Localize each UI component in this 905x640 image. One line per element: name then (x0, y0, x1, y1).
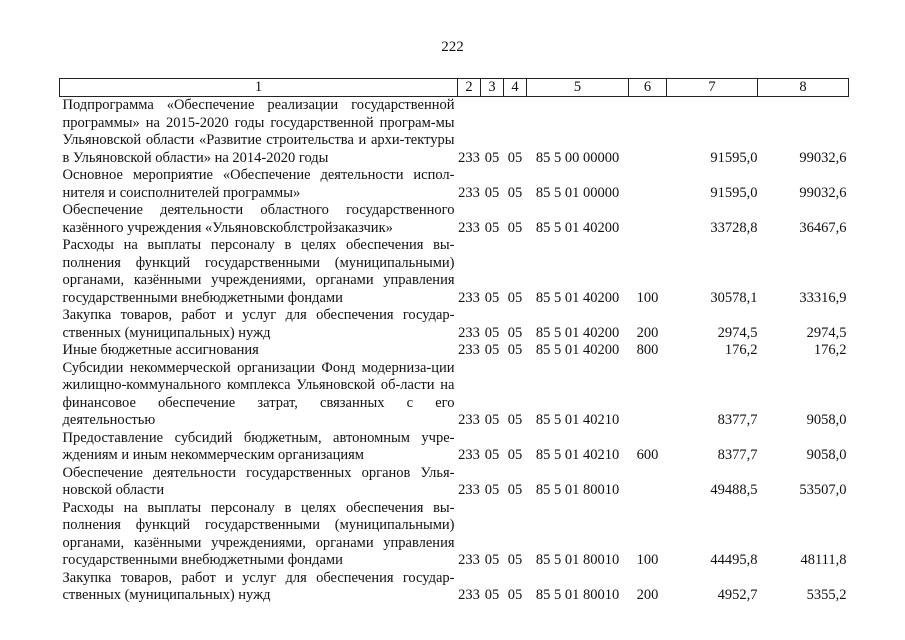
row-target-article-code: 85 5 01 80010 (535, 552, 620, 568)
row-description: Расходы на выплаты персоналу в целях обеспечения вы-полнения функций государственными (муниципальными) органами, казёнными учреждениями, органами управления государственными внебюджетными фондами (62, 237, 455, 306)
row-ministry-code: 233 (458, 219, 480, 236)
row-amount-col7: 49488,5 (710, 482, 758, 498)
table-row (60, 430, 849, 465)
row-target-article-code: 85 5 01 40200 (535, 219, 620, 236)
row-amount-col8: 33316,9 (799, 289, 847, 306)
row-section-code: 05 (484, 552, 500, 568)
row-target-article-code: 85 5 00 00000 (535, 149, 620, 166)
row-section-code: 05 (484, 482, 500, 498)
row-section-code: 05 (484, 324, 500, 341)
budget-table (59, 78, 849, 605)
row-ministry-code: 233 (458, 342, 480, 358)
row-ministry-code: 233 (458, 552, 480, 568)
row-amount-col8: 9058,0 (806, 447, 847, 463)
row-subsection-code: 05 (507, 552, 523, 568)
row-target-article-code: 85 5 01 40210 (535, 447, 620, 463)
row-target-article-code: 85 5 01 40200 (535, 342, 620, 358)
row-amount-col7: 33728,8 (710, 219, 758, 236)
column-header: 3 (481, 79, 504, 97)
table-row (60, 202, 849, 237)
row-amount-col7: 4952,7 (717, 587, 758, 603)
row-amount-col7: 8377,7 (717, 447, 758, 463)
row-ministry-code: 233 (458, 184, 480, 201)
row-target-article-code: 85 5 01 40200 (535, 324, 620, 341)
row-expense-type-code: 200 (636, 324, 659, 341)
table-row (60, 570, 849, 605)
table-body (60, 97, 849, 605)
row-section-code: 05 (484, 342, 500, 358)
row-ministry-code: 233 (458, 289, 480, 306)
row-subsection-code: 05 (507, 412, 523, 428)
table-row (60, 500, 849, 570)
row-subsection-code: 05 (507, 184, 523, 201)
row-expense-type-code: 600 (636, 447, 659, 463)
row-amount-col7: 30578,1 (710, 289, 758, 306)
row-description: Иные бюджетные ассигнования (62, 342, 259, 358)
row-section-code: 05 (484, 149, 500, 166)
row-amount-col7: 8377,7 (717, 412, 758, 428)
row-expense-type-code: 200 (636, 587, 659, 603)
row-subsection-code: 05 (507, 324, 523, 341)
row-description: Закупка товаров, работ и услуг для обеспечения государ-ственных (муниципальных) нужд (62, 307, 455, 341)
column-header: 6 (629, 79, 667, 97)
row-ministry-code: 233 (458, 587, 480, 603)
column-header: 5 (527, 79, 629, 97)
row-target-article-code: 85 5 01 80010 (535, 587, 620, 603)
row-subsection-code: 05 (507, 342, 523, 358)
row-section-code: 05 (484, 184, 500, 201)
row-section-code: 05 (484, 447, 500, 463)
column-header: 4 (504, 79, 527, 97)
row-ministry-code: 233 (458, 324, 480, 341)
page-number: 222 (441, 39, 464, 55)
row-amount-col8: 36467,6 (799, 219, 847, 236)
row-ministry-code: 233 (458, 149, 480, 166)
header-row (60, 79, 849, 97)
table-row (60, 342, 849, 360)
row-amount-col8: 99032,6 (799, 184, 847, 201)
row-target-article-code: 85 5 01 80010 (535, 482, 620, 498)
row-amount-col8: 99032,6 (799, 149, 847, 166)
row-description: Обеспечение деятельности областного государственного казённого учреждения «Ульяновскоблстройзаказчик» (62, 202, 455, 236)
row-description: Обеспечение деятельности государственных органов Улья-новской области (62, 464, 455, 498)
row-section-code: 05 (484, 587, 500, 603)
table-row (60, 307, 849, 342)
column-header: 7 (667, 79, 758, 97)
row-subsection-code: 05 (507, 482, 523, 498)
row-amount-col8: 53507,0 (799, 482, 847, 498)
row-target-article-code: 85 5 01 00000 (535, 184, 620, 201)
row-subsection-code: 05 (507, 149, 523, 166)
row-expense-type-code: 800 (636, 342, 659, 358)
row-amount-col7: 2974,5 (717, 324, 758, 341)
row-section-code: 05 (484, 289, 500, 306)
row-subsection-code: 05 (507, 447, 523, 463)
row-subsection-code: 05 (507, 219, 523, 236)
row-amount-col8: 9058,0 (806, 412, 847, 428)
row-amount-col8: 2974,5 (806, 324, 847, 341)
row-amount-col7: 44495,8 (710, 552, 758, 568)
table-row (60, 465, 849, 500)
row-subsection-code: 05 (507, 587, 523, 603)
row-target-article-code: 85 5 01 40200 (535, 289, 620, 306)
row-expense-type-code (629, 202, 667, 237)
row-description: Расходы на выплаты персоналу в целях обеспечения вы-полнения функций государственными (муниципальными) органами, казёнными учреждениями, органами управления государственными внебюджетными фондами (62, 499, 455, 568)
table-row (60, 167, 849, 202)
row-subsection-code: 05 (507, 289, 523, 306)
row-description: Предоставление субсидий бюджетным, автономным учре-ждениям и иным некоммерческим организациям (62, 429, 455, 463)
row-description: Подпрограмма «Обеспечение реализации государственной программы» на 2015-2020 годы государственной програм-мы Ульяновской области «Развитие строительства и архи-тектуры в Ульяновской области» на 2014-2020 годы (62, 97, 455, 166)
row-expense-type-code (629, 167, 667, 202)
row-expense-type-code: 100 (636, 552, 659, 568)
row-section-code: 05 (484, 219, 500, 236)
row-description: Основное мероприятие «Обеспечение деятельности испол-нителя и соисполнителей программы» (62, 167, 455, 201)
row-amount-col8: 176,2 (813, 342, 847, 358)
row-target-article-code: 85 5 01 40210 (535, 412, 620, 428)
row-amount-col7: 91595,0 (710, 184, 758, 201)
row-section-code: 05 (484, 412, 500, 428)
table-row (60, 360, 849, 430)
row-description: Закупка товаров, работ и услуг для обеспечения государ-ственных (муниципальных) нужд (62, 569, 455, 603)
column-header: 2 (458, 79, 481, 97)
row-description: Субсидии некоммерческой организации Фонд модерниза-ции жилищно-коммунального комплекса Ульяновской об-ласти на финансовое обеспечение затрат, связанных с его деятельностью (62, 359, 455, 428)
row-ministry-code: 233 (458, 412, 480, 428)
row-amount-col7: 176,2 (724, 342, 758, 358)
row-ministry-code: 233 (458, 482, 480, 498)
row-expense-type-code (629, 465, 667, 500)
table-row (60, 97, 849, 168)
row-amount-col7: 91595,0 (710, 149, 758, 166)
row-amount-col8: 5355,2 (806, 587, 847, 603)
row-expense-type-code (629, 97, 667, 168)
row-expense-type-code (629, 360, 667, 430)
table-header (60, 79, 849, 97)
row-amount-col8: 48111,8 (800, 552, 847, 568)
table-row (60, 237, 849, 307)
row-ministry-code: 233 (458, 447, 480, 463)
row-expense-type-code: 100 (636, 289, 659, 306)
column-header: 1 (60, 79, 458, 97)
column-header: 8 (758, 79, 849, 97)
